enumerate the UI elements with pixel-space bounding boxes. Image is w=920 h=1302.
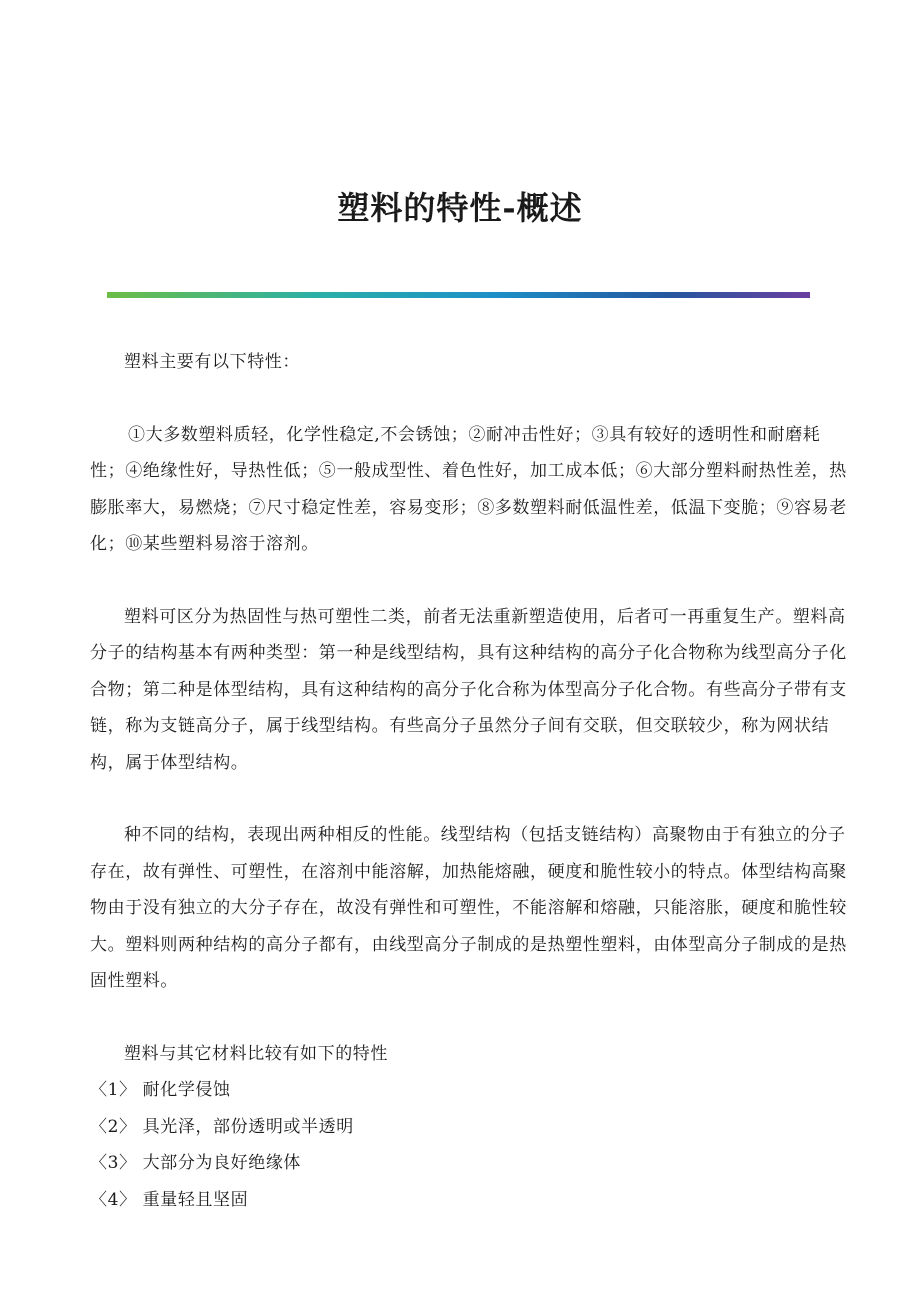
structure-paragraph: 塑料可区分为热固性与热可塑性二类，前者无法重新塑造使用，后者可一再重复生产。塑料高分子的结构基本有两种类型：第一种是线型结构，具有这种结构的高分子化合物称为线型高分子化合物；第二种是体型结构，具有这种结构的高分子化合称为体型高分子化合物。有些高分子带有支链，称为支链高分子，属于线型结构。有些高分子虽然分子间有交联，但交联较少，称为网状结构，属于体型结构。 xyxy=(90,606,847,773)
comparison-item: 〈1〉 耐化学侵蚀 xyxy=(90,1080,231,1100)
paragraph-spacer xyxy=(90,1000,850,1036)
intro-paragraph: 塑料主要有以下特性： xyxy=(124,352,300,372)
comparison-item: 〈4〉 重量轻且坚固 xyxy=(90,1189,249,1210)
document-body xyxy=(90,344,850,1218)
comparison-heading: 塑料与其它材料比较有如下的特性 xyxy=(124,1043,388,1064)
properties-paragraph: ①大多数塑料质轻，化学性稳定,不会锈蚀；②耐冲击性好；③具有较好的透明性和耐磨耗性；④绝缘性好，导热性低；⑤一般成型性、着色性好，加工成本低；⑥大部分塑料耐热性差，热膨胀率大，易燃烧；⑦尺寸稳定性差，容易变形；⑧多数塑料耐低温性差，低温下变脆；⑨容易老化；⑩某些塑料易溶于溶剂。 xyxy=(90,424,847,554)
paragraph-spacer xyxy=(90,381,850,417)
performance-paragraph: 种不同的结构，表现出两种相反的性能。线型结构（包括支链结构）高聚物由于有独立的分子存在，故有弹性、可塑性，在溶剂中能溶解，加热能熔融，硬度和脆性较小的特点。体型结构高聚物由于没有独立的大分子存在，故没有弹性和可塑性，不能溶解和熔融，只能溶胀，硬度和脆性较大。塑料则两种结构的高分子都有，由线型高分子制成的是热塑性塑料，由体型高分子制成的是热固性塑料。 xyxy=(90,825,847,991)
paragraph-spacer xyxy=(90,781,850,817)
comparison-item: 〈2〉 具光泽，部份透明或半透明 xyxy=(90,1116,354,1137)
comparison-item: 〈3〉 大部分为良好绝缘体 xyxy=(90,1153,302,1173)
paragraph-spacer xyxy=(90,563,850,599)
document-title: 塑料的特性-概述 xyxy=(337,189,583,227)
title-divider xyxy=(107,292,810,298)
